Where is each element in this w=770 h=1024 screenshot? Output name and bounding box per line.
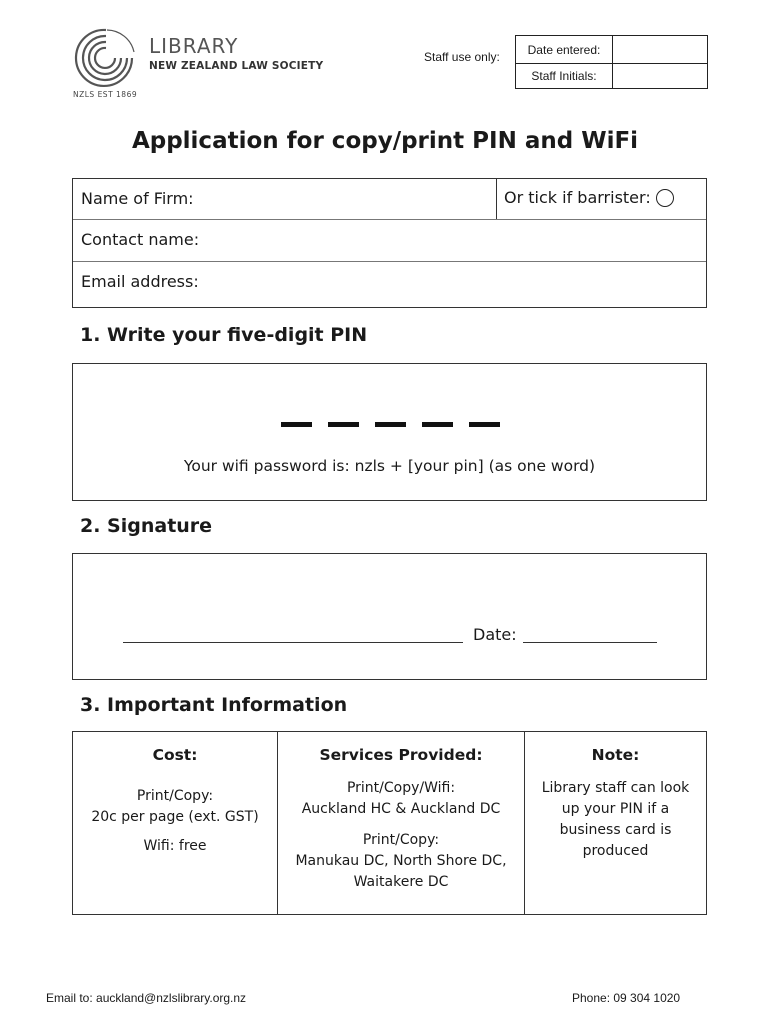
staff-use-box [515, 35, 708, 89]
firm-row[interactable] [73, 179, 706, 220]
signature-box [72, 553, 707, 680]
services-line: Waitakere DC [353, 874, 449, 890]
signature-line[interactable] [123, 642, 463, 643]
cost-heading: Cost: [152, 746, 198, 764]
pin-box [72, 363, 707, 501]
wifi-password-note: Your wifi password is: nzls + [your pin] (as one word) [183, 457, 596, 475]
note-line: produced [582, 843, 649, 859]
note-column [524, 732, 706, 914]
note-line: business card is [559, 822, 672, 838]
pin-digit-slots[interactable] [281, 422, 500, 427]
nzls-swirl-logo-icon [66, 24, 140, 90]
barrister-option[interactable] [504, 188, 674, 207]
info-table [72, 731, 707, 915]
logo-est-text: NZLS EST 1869 [73, 90, 138, 99]
barrister-label: Or tick if barrister: [504, 188, 651, 207]
logo-library-text: LIBRARY [149, 34, 239, 58]
signature-date-line[interactable] [523, 642, 657, 643]
contact-name-row[interactable] [73, 220, 706, 262]
services-line: Auckland HC & Auckland DC [301, 801, 501, 817]
cost-line: 20c per page (ext. GST) [91, 809, 259, 825]
staff-date-row [516, 36, 707, 64]
footer-email: Email to: auckland@nzlslibrary.org.nz [46, 991, 247, 1005]
pin-digit-1[interactable] [281, 422, 312, 427]
pin-digit-5[interactable] [469, 422, 500, 427]
staff-use-label: Staff use only: [424, 50, 500, 64]
cost-line: Print/Copy: [136, 788, 214, 804]
services-line: Print/Copy: [362, 832, 440, 848]
page-title: Application for copy/print PIN and WiFi [131, 128, 639, 154]
services-column [277, 732, 524, 914]
cost-line: Wifi: free [143, 838, 207, 854]
staff-initials-row [516, 63, 707, 89]
email-row[interactable] [73, 262, 706, 307]
staff-date-field[interactable] [613, 36, 707, 63]
firm-divider [496, 179, 497, 219]
note-line: up your PIN if a [561, 801, 670, 817]
pin-digit-4[interactable] [422, 422, 453, 427]
services-heading: Services Provided: [319, 746, 483, 764]
info-section-heading: 3. Important Information [80, 694, 348, 716]
contact-name-label: Contact name: [81, 230, 200, 249]
email-label: Email address: [81, 272, 199, 291]
logo-society-text: NEW ZEALAND LAW SOCIETY [149, 60, 324, 72]
firm-label: Name of Firm: [81, 189, 194, 208]
services-line: Manukau DC, North Shore DC, [295, 853, 507, 869]
cost-column [73, 732, 277, 914]
staff-initials-field[interactable] [613, 63, 707, 89]
pin-digit-3[interactable] [375, 422, 406, 427]
staff-initials-label: Staff Initials: [516, 63, 613, 89]
note-heading: Note: [591, 746, 640, 764]
signature-date-label: Date: [473, 625, 517, 644]
pin-digit-2[interactable] [328, 422, 359, 427]
barrister-tick-circle-icon[interactable] [656, 189, 674, 207]
staff-date-label: Date entered: [516, 36, 613, 63]
services-line: Print/Copy/Wifi: [346, 780, 456, 796]
footer-phone: Phone: 09 304 1020 [572, 991, 681, 1005]
signature-section-heading: 2. Signature [80, 515, 213, 537]
note-line: Library staff can look [541, 780, 690, 796]
pin-section-heading: 1. Write your five-digit PIN [80, 324, 368, 346]
contact-table [72, 178, 707, 308]
